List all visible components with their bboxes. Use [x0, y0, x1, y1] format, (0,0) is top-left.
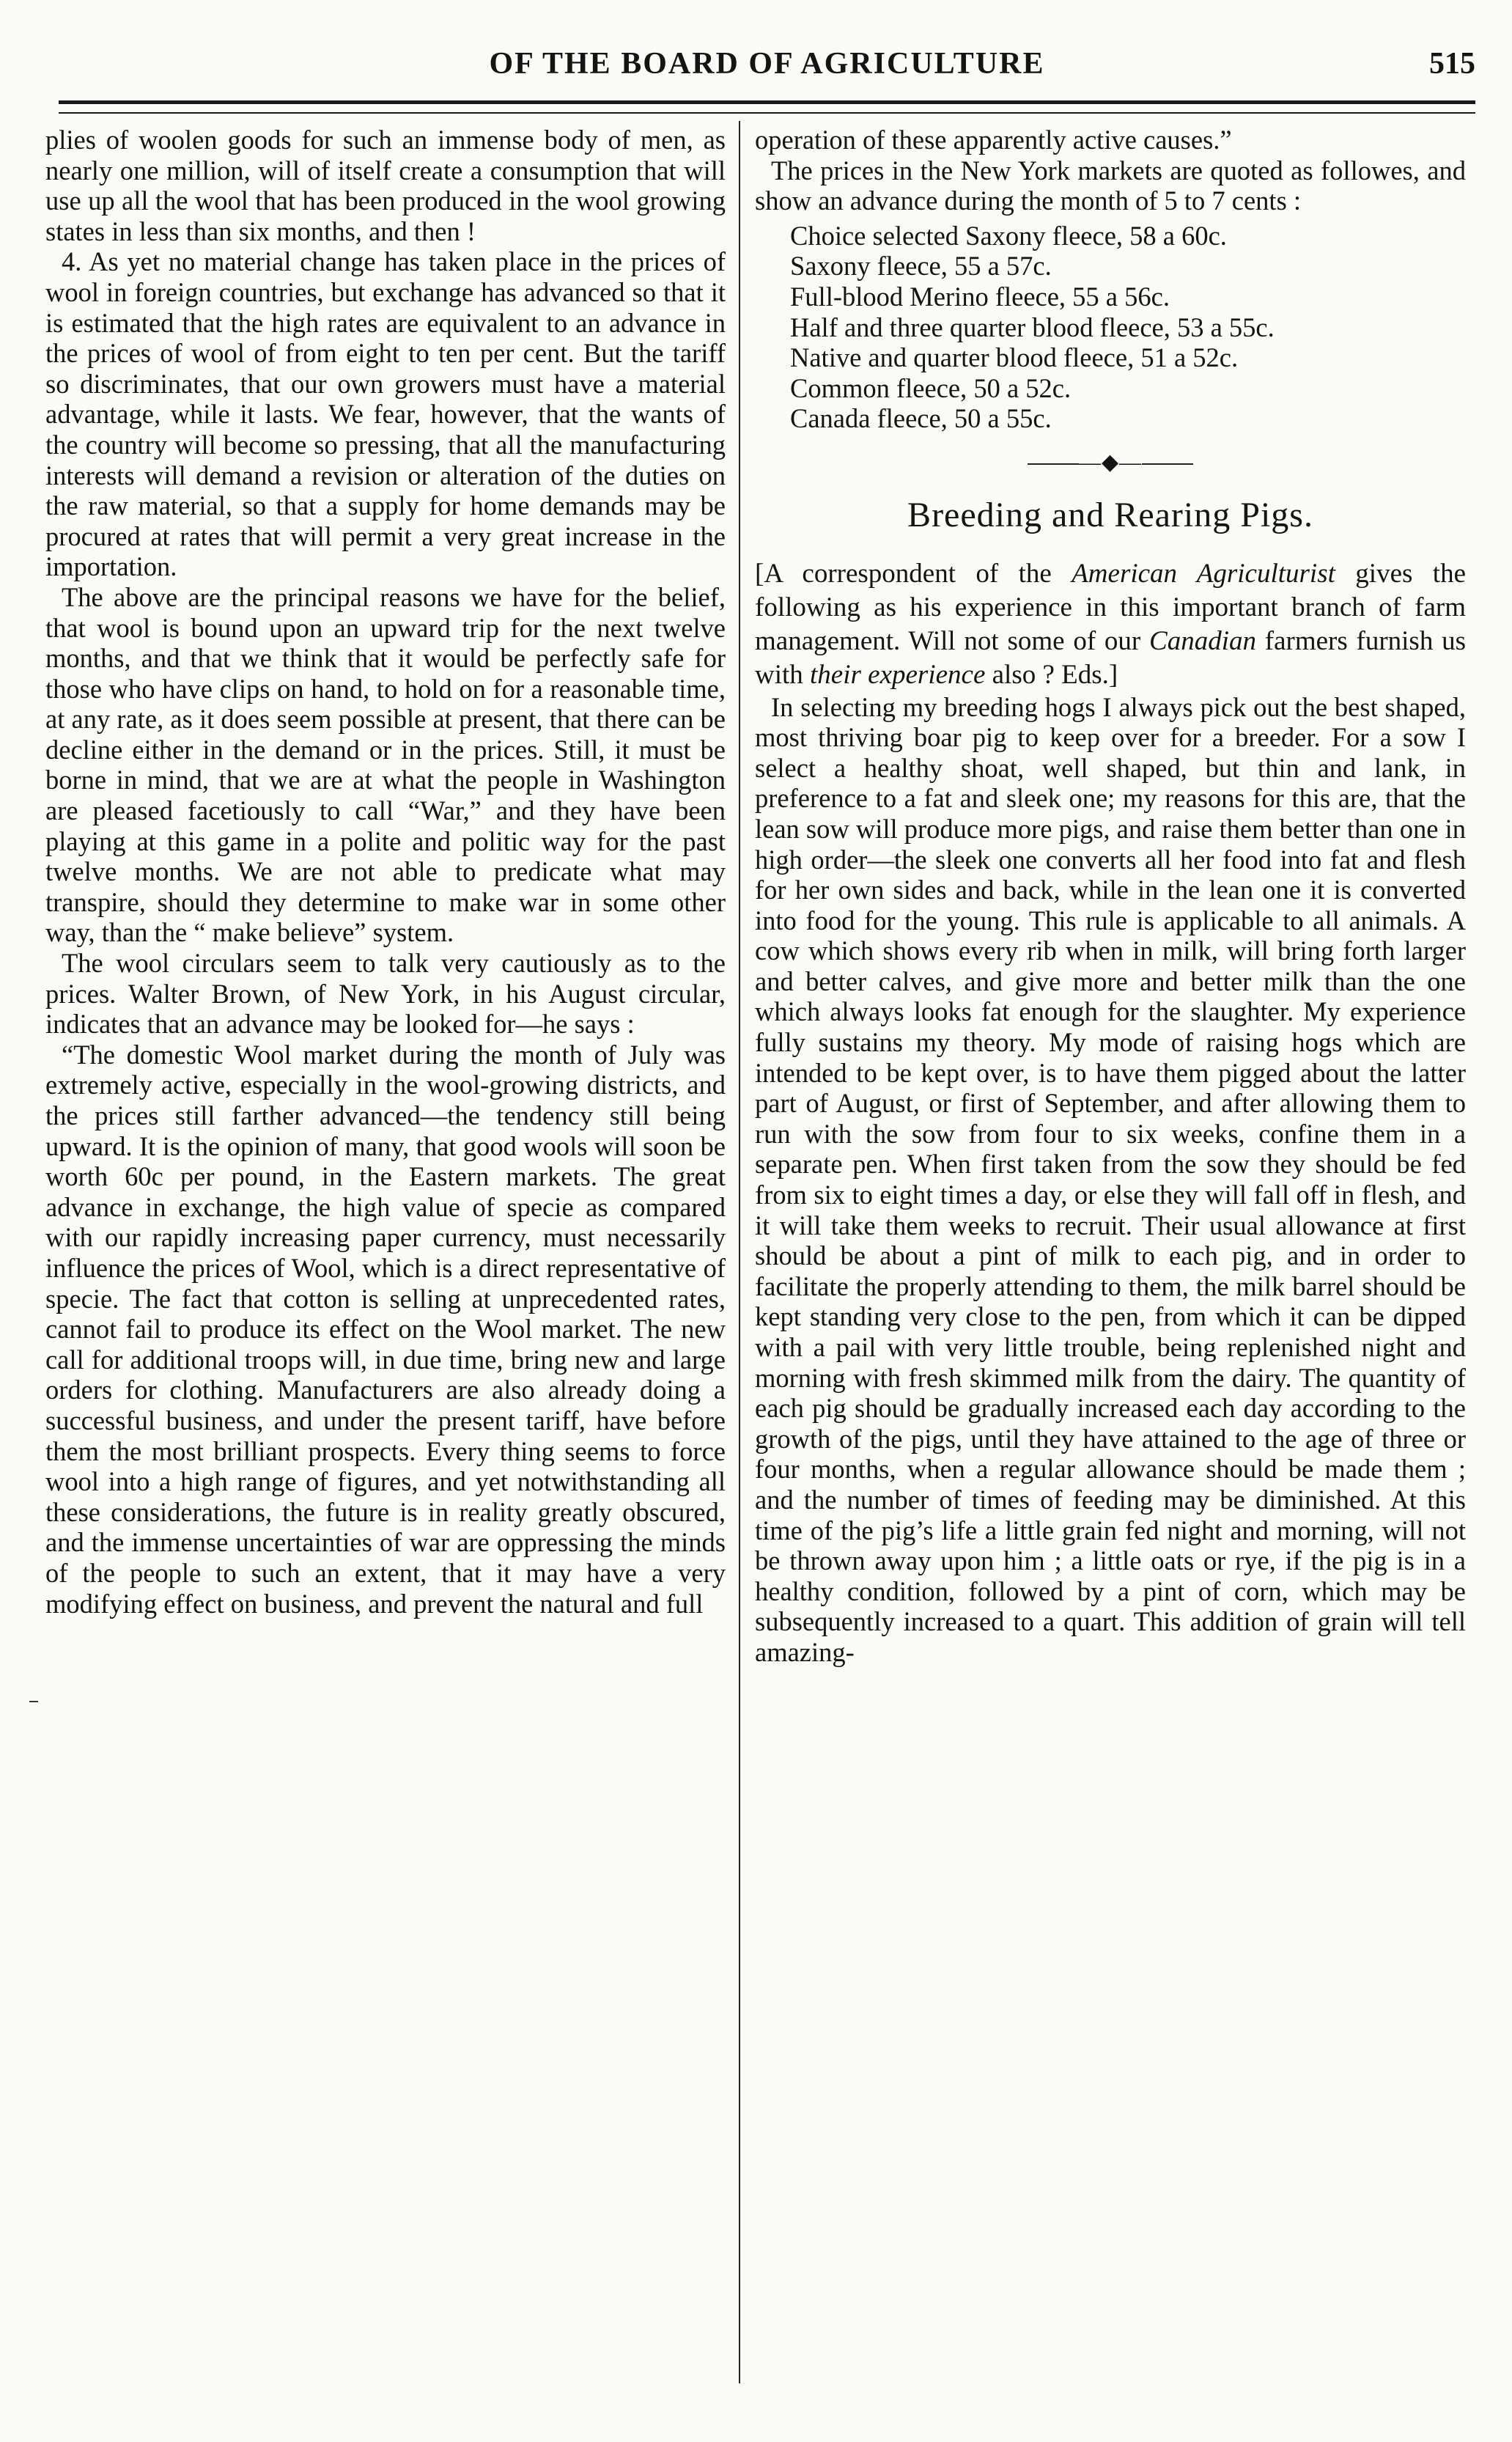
page-header	[59, 40, 1475, 92]
emphasis-text: their experience	[810, 659, 986, 690]
left-column	[45, 125, 726, 2383]
price-item: Common fleece, 50 a 52c.	[790, 372, 1072, 403]
header-rule	[59, 100, 1475, 114]
running-title: OF THE BOARD OF AGRICULTURE	[489, 47, 1045, 81]
price-list	[755, 221, 1466, 434]
editor-note-text: farmers furnish us with	[755, 625, 1466, 690]
journal-name: American Agriculturist	[1072, 558, 1335, 589]
editor-note-text: also ? Eds.]	[985, 659, 1118, 690]
scan-artifact	[29, 1701, 38, 1702]
price-item: Choice selected Saxony fleece, 58 a 60c.	[790, 220, 1227, 251]
right-column	[755, 125, 1466, 2383]
column-divider	[739, 121, 740, 2383]
price-item: Full-blood Merino fleece, 55 a 56c.	[790, 281, 1170, 312]
paragraph: operation of these apparently active causes.”	[755, 125, 1232, 155]
price-item: Saxony fleece, 55 a 57c.	[790, 251, 1052, 282]
section-separator: —◆—	[755, 447, 1466, 478]
article-body: In selecting my breeding hogs I always pick out the best shaped, most thriving boar pig to keep over for a breeder. For a sow I select a healthy shoat, well shaped, but thin and lank, in preference to a fat and sleek one; my reasons for this are, that the lean sow will produce more pigs, and raise them better than one in high order—the sleek one converts all her food into fat and flesh for her own sides and back, while in the lean one it is converted into food for the young. This rule is applicable to all animals. A cow which shows every rib when in milk, will bring forth larger and better calves, and give more and better milk than the one which always looks fat enough for the slaughter. My experience fully sustains my theory. My mode of raising hogs which are intended to be kept over, is to have them pigged about the latter part of August, or first of September, and after allowing them to run with the sow from four to six weeks, confine them in a separate pen. When first taken from the sow they should be fed from six to eight times a day, or else they will fall off in flesh, and it will take them weeks to recruit. Their usual allowance at first should be about a pint of milk to each pig, and in order to facilitate the properly attending to them, the milk barrel should be kept standing very close to the pen, from which it can be dipped with a pail with very little trouble, being replenished night and morning with fresh skimmed milk from the dairy. The quantity of each pig should be gradually increased each day according to the growth of the pigs, until they have attained to the age of three or four months, when a regular allowance should be made them ; and the number of times of feeding may be diminished. At this time of the pig’s life a little grain fed night and morning, will not be thrown away upon him ; a little oats or rye, if the pig is in a healthy condition, followed by a pint of corn, which may be subsequently increased to a quart. This addition of grain will tell amazing-	[755, 691, 1466, 1667]
paragraph: The above are the principal reasons we have for the belief, that wool is bound upon an upward trip for the next twelve months, and that we think that it would be perfectly safe for those who have clips on hand, to hold on for a reasonable time, at any rate, as it does seem possible at present, that there can be decline either in the demand or in the prices. Still, it must be borne in mind, that we are at what the people in Washington are pleased facetiously to call “War,” and they have been playing at this game in a polite and politic way for the past twelve months. We are not able to predicate what may transpire, should they determine to make war in some other way, than the “ make believe” system.	[45, 581, 726, 948]
paragraph: 4. As yet no material change has taken place in the prices of wool in foreign countries, but exchange has advanced so that it is estimated that the high rates are equivalent to an advance in the prices of wool of from eight to ten per cent. But the tariff so discriminates, that our own growers must have a material advantage, while it lasts. We fear, however, that the wants of the country will become so pressing, that all the manufacturing interests will demand a revision or alteration of the duties on the raw material, so that a supply for home demands may be procured at rates that will permit a very great increase in the importation.	[45, 246, 726, 582]
editor-note	[755, 557, 1466, 692]
price-item: Canada fleece, 50 a 55c.	[790, 403, 1052, 434]
emphasis-text: Canadian	[1149, 625, 1256, 656]
page-number: 515	[1429, 47, 1475, 81]
article-title: Breeding and Rearing Pigs.	[907, 495, 1313, 534]
editor-note-text: gives the following as his experience in this important branch of farm management. Will not some of our	[755, 558, 1466, 656]
paragraph: The prices in the New York markets are quoted as followes, and show an advance during the month of 5 to 7 cents :	[755, 155, 1466, 216]
paragraph: The wool circulars seem to talk very cautiously as to the prices. Walter Brown, of New York, in his August circular, indicates that an advance may be looked for—he says :	[45, 948, 726, 1040]
price-item: Half and three quarter blood fleece, 53 a 55c.	[790, 312, 1275, 342]
price-item: Native and quarter blood fleece, 51 a 52c.	[790, 342, 1239, 373]
editor-note-text: [A correspondent of the	[755, 558, 1072, 589]
paragraph: plies of woolen goods for such an immense body of men, as nearly one million, will of itself create a consumption that will use up all the wool that has been produced in the wool growing states in less than six months, and then !	[45, 125, 726, 246]
quoted-circular: “The domestic Wool market during the month of July was extremely active, especially in the wool-growing districts, and the prices still farther advanced—the tendency still being upward. It is the opinion of many, that good wools will soon be worth 60c per pound, in the Eastern markets. The great advance in exchange, the high value of specie as compared with our rapidly increasing paper currency, must necessarily influence the prices of Wool, which is a direct representative of specie. The fact that cotton is selling at unprecedented rates, cannot fail to produce its effect on the Wool market. The new call for additional troops will, in due time, bring new and large orders for clothing. Manufacturers are also already doing a successful business, and under the present tariff, have before them the most brilliant prospects. Every thing seems to force wool into a high range of figures, and yet notwithstanding all these considerations, the future is in reality greatly obscured, and the immense uncertainties of war are oppressing the minds of the people to such an extent, that it may have a very modifying effect on business, and prevent the natural and full	[45, 1039, 726, 1619]
